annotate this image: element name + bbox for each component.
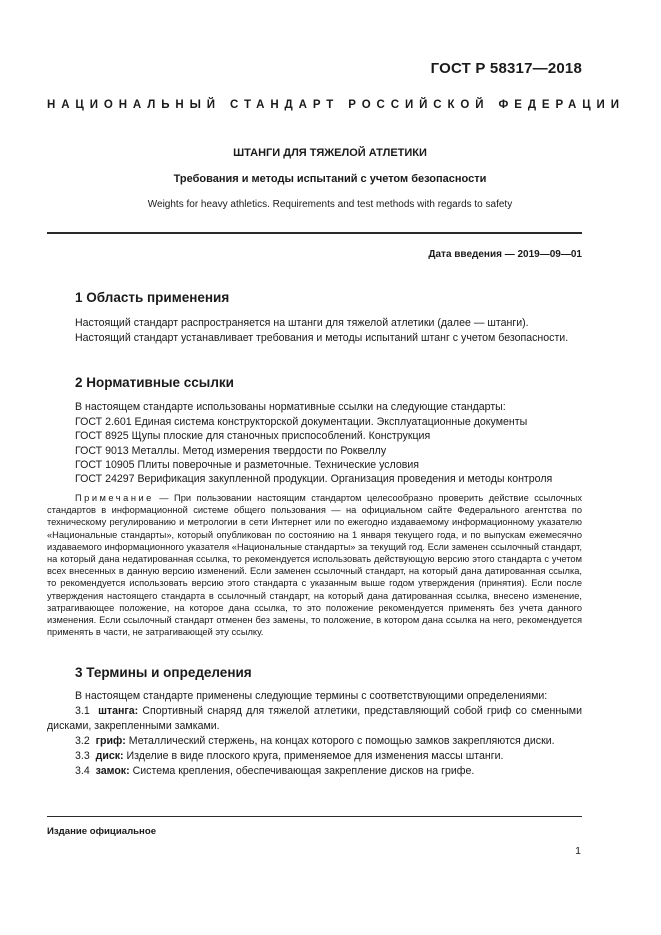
section-2-intro: В настоящем стандарте использованы нормативные ссылки на следующие стандарты: — [75, 401, 506, 413]
term-name: замок: — [95, 765, 130, 777]
note-text: — При пользовании настоящим стандартом целесообразно проверить действие ссылочных стандартов в информационной системе общего пользования — на официальном сайте Федерального агентства по техническому регулированию и метрологии в сети Интернет или по ежегодно издаваемому информационному указателю «Национальные стандарты», который опубликован по состоянию на 1 января текущего года, и по выпускам ежемесячно издаваемого информационного указателя «Национальные стандарты» за текущий год. Если заменен ссылочный стандарт, на который дана недатированная ссылка, то рекомендуется использовать действующую версию этого стандарта с учетом всех внесенных в данную версию изменений. Если заменен ссылочный стандарт, на который дана датированная ссылка, то рекомендуется использовать версию этого стандарта с указанным выше годом утверждения (принятия). Если после утверждения настоящего стандарта в ссылочный стандарт, на который дана датированная ссылка, внесено изменение, затрагивающее положение, на которое дана ссылка, то это положение рекомендуется применять без учета данного изменения. Если ссылочный стандарт отменен без замены, то положение, в котором дана ссылка на него, рекомендуется применять в части, не затрагивающей эту ссылку. — [47, 493, 582, 638]
section-3-intro: В настоящем стандарте применены следующие термины с соответствующими определениями: — [75, 690, 548, 702]
official-edition-label: Издание официальное — [47, 826, 157, 837]
national-standard-banner: НАЦИОНАЛЬНЫЙ СТАНДАРТ РОССИЙСКОЙ ФЕДЕРАЦИИ — [47, 99, 625, 111]
term-definition — [47, 704, 582, 733]
reference-item: ГОСТ 10905 Плиты поверочные и разметочные. Технические условия — [75, 459, 420, 471]
page-number: 1 — [575, 845, 581, 857]
english-title: Weights for heavy athletics. Requirements and test methods with regards to safety — [147, 199, 513, 210]
divider-top — [47, 232, 582, 234]
term-definition — [47, 764, 582, 779]
term-name: диск: — [95, 750, 124, 762]
term-text: Спортивный снаряд для тяжелой атлетики, представляющий собой гриф со сменными дисками, закрепленными замками. — [47, 705, 583, 732]
section-1-paragraph-1: Настоящий стандарт распространяется на штанги для тяжелой атлетики (далее — штанги). — [75, 317, 529, 329]
divider-bottom — [47, 816, 582, 817]
reference-item: ГОСТ 9013 Металлы. Метод измерения твердости по Роквеллу — [75, 445, 387, 457]
document-title: ШТАНГИ ДЛЯ ТЯЖЕЛОЙ АТЛЕТИКИ — [233, 147, 427, 159]
term-number: 3.2 — [75, 735, 90, 747]
term-name: гриф: — [95, 735, 126, 747]
section-1-heading: 1 Область применения — [75, 290, 230, 305]
term-number: 3.3 — [75, 750, 90, 762]
section-1-paragraph-2: Настоящий стандарт устанавливает требования и методы испытаний штанг с учетом безопасности. — [75, 332, 569, 344]
term-text: Система крепления, обеспечивающая закрепление дисков на грифе. — [132, 765, 475, 777]
term-number: 3.4 — [75, 765, 90, 777]
note-label: Примечание — [75, 493, 154, 503]
term-definition — [47, 734, 582, 749]
reference-item: ГОСТ 8925 Щупы плоские для станочных приспособлений. Конструкция — [75, 430, 431, 442]
document-code: ГОСТ Р 58317—2018 — [430, 60, 582, 77]
term-text: Металлический стержень, на концах которого с помощью замков закрепляются диски. — [128, 735, 555, 747]
term-definition — [47, 749, 582, 764]
term-number: 3.1 — [75, 705, 90, 717]
term-name: штанга: — [98, 705, 139, 717]
section-3-heading: 3 Термины и определения — [75, 665, 252, 680]
reference-item: ГОСТ 2.601 Единая система конструкторской документации. Эксплуатационные документы — [75, 416, 528, 428]
reference-item: ГОСТ 24297 Верификация закупленной продукции. Организация проведения и методы контроля — [75, 473, 553, 485]
note-block — [47, 492, 582, 638]
document-subtitle: Требования и методы испытаний с учетом безопасности — [173, 173, 487, 185]
term-text: Изделие в виде плоского круга, применяемое для изменения массы штанги. — [126, 750, 504, 762]
section-2-heading: 2 Нормативные ссылки — [75, 375, 234, 390]
introduction-date: Дата введения — 2019—09—01 — [428, 249, 582, 260]
